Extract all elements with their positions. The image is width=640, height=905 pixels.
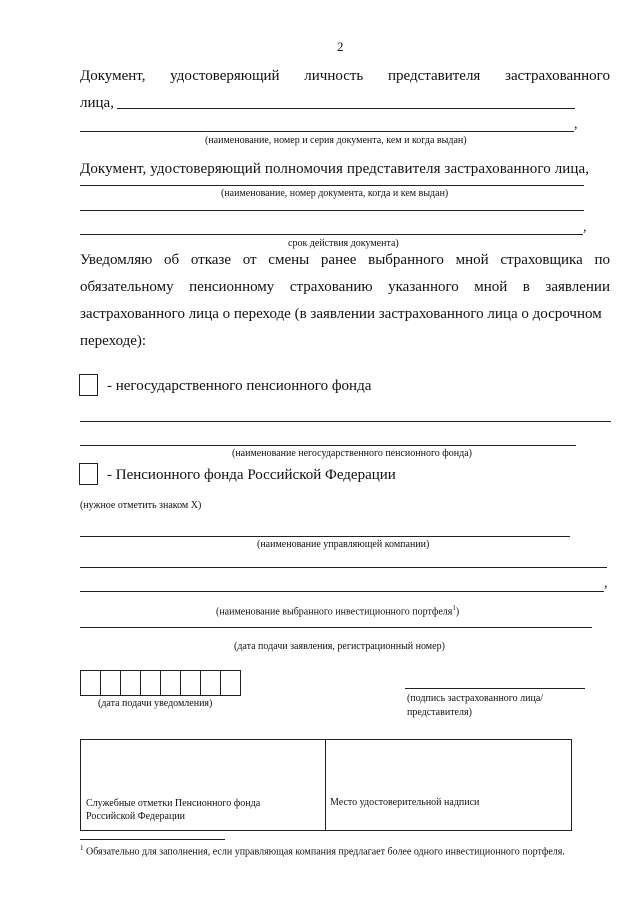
npf-label: - негосударственного пенсионного фонда (107, 378, 372, 394)
auth-doc-caption: (наименование, номер документа, когда и кем выдан) (221, 188, 449, 199)
management-company-field-2[interactable] (80, 567, 607, 568)
footnote-rule (80, 839, 225, 840)
notice-word: указанного (388, 279, 459, 295)
pfr-label: - Пенсионного фонда Российской Федерации (107, 467, 396, 483)
date-cell[interactable] (201, 671, 221, 695)
rep-doc-comma: , (574, 117, 578, 132)
service-box-left-line-2: Российской Федерации (86, 811, 186, 822)
service-box (80, 739, 572, 831)
rep-doc-word-1: Документ, (80, 68, 146, 84)
date-cell[interactable] (101, 671, 121, 695)
notice-word: выбранного (368, 252, 444, 268)
date-cell[interactable] (221, 671, 240, 695)
rep-doc-field-1[interactable] (117, 108, 575, 109)
rep-doc-heading (80, 67, 610, 85)
signature-caption-1: (подпись застрахованного лица/ (407, 693, 544, 704)
npf-field-2[interactable] (80, 445, 576, 446)
footnote (80, 842, 565, 858)
application-field[interactable] (80, 627, 592, 628)
service-box-divider (325, 740, 326, 830)
notice-line-4: переходе): (80, 333, 147, 349)
portfolio-caption (216, 602, 459, 618)
portfolio-comma: , (604, 576, 608, 591)
page-number: 2 (337, 39, 344, 54)
notice-word: мной (474, 279, 508, 295)
footnote-mark: 1 (80, 844, 84, 852)
management-company-field[interactable] (80, 536, 570, 537)
notice-line-3: застрахованного лица о переходе (в заявлении застрахованного лица о досрочном (80, 306, 602, 322)
notice-word: ранее (320, 252, 357, 268)
notice-date-cells[interactable] (80, 670, 241, 696)
portfolio-field[interactable] (80, 591, 604, 592)
date-cell[interactable] (181, 671, 201, 695)
notice-word: Уведомляю (80, 252, 153, 268)
notice-word: по (594, 252, 610, 268)
portfolio-caption-text: (наименование выбранного инвестиционного портфеля (216, 606, 453, 618)
notice-word: от (242, 252, 257, 268)
mark-hint: (нужное отметить знаком X) (80, 500, 202, 511)
service-box-left-line-1: Служебные отметки Пенсионного фонда (86, 798, 261, 809)
auth-doc-heading: Документ, удостоверяющий полномочия представителя застрахованного лица, (80, 161, 590, 177)
auth-doc-validity-caption: срок действия документа) (288, 238, 399, 249)
notice-word: обязательному (80, 279, 174, 295)
auth-doc-field-3[interactable] (80, 234, 583, 235)
management-company-caption: (наименование управляющей компании) (257, 539, 430, 550)
notice-word: пенсионному (189, 279, 275, 295)
notice-word: страховщика (500, 252, 583, 268)
npf-field-1[interactable] (80, 421, 611, 422)
rep-doc-word-5: застрахованного (505, 68, 610, 84)
notice-word: отказе (190, 252, 232, 268)
service-box-right: Место удостоверительной надписи (330, 797, 480, 808)
auth-doc-field-1[interactable] (80, 185, 584, 186)
rep-doc-line2-label: лица, (80, 95, 114, 111)
signature-field[interactable] (405, 688, 585, 689)
auth-doc-comma: , (583, 220, 587, 235)
notice-word: страхованию (289, 279, 373, 295)
footnote-ref: 1 (452, 604, 456, 612)
npf-caption: (наименование негосударственного пенсионного фонда) (232, 448, 472, 459)
notice-line-1 (80, 251, 610, 269)
portfolio-caption-end: ) (455, 606, 460, 618)
application-caption: (дата подачи заявления, регистрационный номер) (234, 641, 445, 652)
notice-word: заявлении (545, 279, 610, 295)
signature-caption-2: представителя) (407, 707, 472, 718)
rep-doc-word-2: удостоверяющий (170, 68, 280, 84)
rep-doc-field-2[interactable] (80, 131, 574, 132)
notice-word: смены (268, 252, 310, 268)
npf-checkbox[interactable] (79, 374, 98, 396)
notice-word: мной (455, 252, 489, 268)
notice-word: об (164, 252, 180, 268)
footnote-text: Обязательно для заполнения, если управляющая компания предлагает более одного инвестиционного портфеля. (86, 846, 565, 858)
date-cell[interactable] (81, 671, 101, 695)
date-cell[interactable] (121, 671, 141, 695)
notice-date-caption: (дата подачи уведомления) (98, 698, 213, 709)
rep-doc-word-3: личность (304, 68, 364, 84)
rep-doc-word-4: представителя (387, 68, 481, 84)
date-cell[interactable] (141, 671, 161, 695)
date-cell[interactable] (161, 671, 181, 695)
pfr-checkbox[interactable] (79, 463, 98, 485)
notice-word: в (522, 279, 530, 295)
auth-doc-field-2[interactable] (80, 210, 584, 211)
rep-doc-caption: (наименование, номер и серия документа, кем и когда выдан) (205, 135, 467, 146)
notice-line-2 (80, 278, 610, 296)
